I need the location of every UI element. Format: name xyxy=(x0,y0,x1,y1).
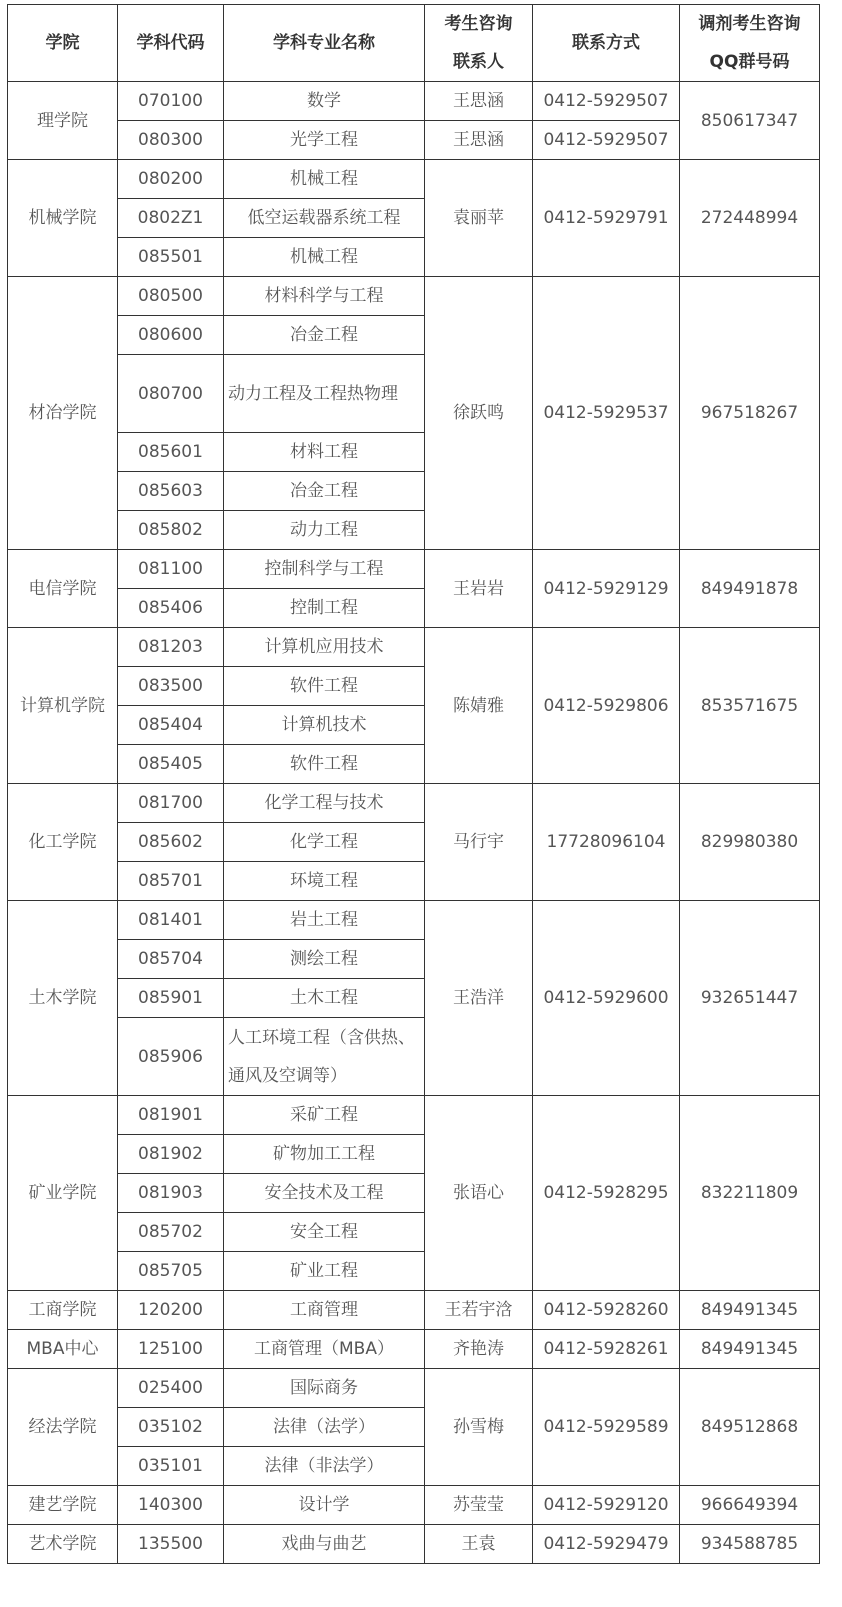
code-cell: 035101 xyxy=(118,1447,224,1486)
qq-cell: 967518267 xyxy=(680,277,820,550)
major-name-cell: 测绘工程 xyxy=(224,940,425,979)
phone-cell: 0412-5929806 xyxy=(533,628,680,784)
contact-cell: 苏莹莹 xyxy=(425,1486,533,1525)
contact-cell: 徐跃鸣 xyxy=(425,277,533,550)
code-cell: 081903 xyxy=(118,1174,224,1213)
contact-cell: 袁丽苹 xyxy=(425,160,533,277)
major-name-cell: 法律（非法学） xyxy=(224,1447,425,1486)
major-name-cell: 矿物加工工程 xyxy=(224,1135,425,1174)
major-name-cell: 化学工程 xyxy=(224,823,425,862)
phone-cell: 0412-5929507 xyxy=(533,82,680,121)
major-name-cell: 工商管理（MBA） xyxy=(224,1330,425,1369)
major-name-cell: 控制工程 xyxy=(224,589,425,628)
code-cell: 080200 xyxy=(118,160,224,199)
major-name-cell: 化学工程与技术 xyxy=(224,784,425,823)
contact-cell: 王袁 xyxy=(425,1525,533,1564)
phone-cell: 0412-5929791 xyxy=(533,160,680,277)
contact-cell: 王浩洋 xyxy=(425,901,533,1096)
phone-cell: 0412-5929507 xyxy=(533,121,680,160)
phone-cell: 0412-5929600 xyxy=(533,901,680,1096)
major-name-cell: 低空运载器系统工程 xyxy=(224,199,425,238)
phone-cell: 0412-5928295 xyxy=(533,1096,680,1291)
admission-contact-table xyxy=(7,4,820,1564)
code-cell: 085603 xyxy=(118,472,224,511)
major-name-cell: 软件工程 xyxy=(224,745,425,784)
contact-cell: 王岩岩 xyxy=(425,550,533,628)
college-cell: 理学院 xyxy=(8,82,118,160)
qq-cell: 966649394 xyxy=(680,1486,820,1525)
table-row xyxy=(8,784,820,823)
major-name-cell: 矿业工程 xyxy=(224,1252,425,1291)
code-cell: 083500 xyxy=(118,667,224,706)
qq-cell: 853571675 xyxy=(680,628,820,784)
major-name-cell: 戏曲与曲艺 xyxy=(224,1525,425,1564)
code-cell: 025400 xyxy=(118,1369,224,1408)
table-row xyxy=(8,277,820,316)
code-cell: 085906 xyxy=(118,1018,224,1096)
qq-cell: 849491345 xyxy=(680,1330,820,1369)
phone-cell: 17728096104 xyxy=(533,784,680,901)
major-name-cell: 计算机技术 xyxy=(224,706,425,745)
code-cell: 085705 xyxy=(118,1252,224,1291)
major-name-cell: 动力工程及工程热物理 xyxy=(224,355,425,433)
major-name-cell: 机械工程 xyxy=(224,160,425,199)
phone-cell: 0412-5928261 xyxy=(533,1330,680,1369)
header-code: 学科代码 xyxy=(118,5,224,82)
major-name-cell: 设计学 xyxy=(224,1486,425,1525)
table-row xyxy=(8,901,820,940)
code-cell: 085901 xyxy=(118,979,224,1018)
college-cell: 工商学院 xyxy=(8,1291,118,1330)
qq-cell: 849491345 xyxy=(680,1291,820,1330)
major-name-cell: 材料工程 xyxy=(224,433,425,472)
code-cell: 085601 xyxy=(118,433,224,472)
college-cell: MBA中心 xyxy=(8,1330,118,1369)
major-name-cell: 土木工程 xyxy=(224,979,425,1018)
header-qq-line2: QQ群号码 xyxy=(709,52,790,72)
code-cell: 081901 xyxy=(118,1096,224,1135)
table-row xyxy=(8,1486,820,1525)
college-cell: 经法学院 xyxy=(8,1369,118,1486)
code-cell: 081902 xyxy=(118,1135,224,1174)
college-cell: 矿业学院 xyxy=(8,1096,118,1291)
major-name-cell: 国际商务 xyxy=(224,1369,425,1408)
table-row xyxy=(8,82,820,121)
qq-cell: 849491878 xyxy=(680,550,820,628)
contact-cell: 王思涵 xyxy=(425,121,533,160)
qq-cell: 829980380 xyxy=(680,784,820,901)
header-college: 学院 xyxy=(8,5,118,82)
phone-cell: 0412-5929589 xyxy=(533,1369,680,1486)
college-cell: 土木学院 xyxy=(8,901,118,1096)
code-cell: 085802 xyxy=(118,511,224,550)
code-cell: 081401 xyxy=(118,901,224,940)
header-contact xyxy=(425,5,533,82)
college-cell: 艺术学院 xyxy=(8,1525,118,1564)
major-name-cell: 法律（法学） xyxy=(224,1408,425,1447)
contact-cell: 孙雪梅 xyxy=(425,1369,533,1486)
code-cell: 125100 xyxy=(118,1330,224,1369)
code-cell: 070100 xyxy=(118,82,224,121)
code-cell: 081203 xyxy=(118,628,224,667)
major-name-cell: 环境工程 xyxy=(224,862,425,901)
major-name-cell: 工商管理 xyxy=(224,1291,425,1330)
table-row xyxy=(8,1525,820,1564)
header-qq xyxy=(680,5,820,82)
code-cell: 085501 xyxy=(118,238,224,277)
code-cell: 080500 xyxy=(118,277,224,316)
contact-cell: 马行宇 xyxy=(425,784,533,901)
header-phone: 联系方式 xyxy=(533,5,680,82)
college-cell: 材冶学院 xyxy=(8,277,118,550)
major-name-cell: 安全技术及工程 xyxy=(224,1174,425,1213)
college-cell: 化工学院 xyxy=(8,784,118,901)
major-name-cell: 软件工程 xyxy=(224,667,425,706)
major-name-cell: 冶金工程 xyxy=(224,316,425,355)
contact-cell: 王思涵 xyxy=(425,82,533,121)
header-major: 学科专业名称 xyxy=(224,5,425,82)
header-contact-line2: 联系人 xyxy=(453,52,504,72)
header-qq-line1: 调剂考生咨询 xyxy=(698,14,801,34)
qq-cell: 850617347 xyxy=(680,82,820,160)
major-name-cell: 控制科学与工程 xyxy=(224,550,425,589)
major-name-cell: 岩土工程 xyxy=(224,901,425,940)
code-cell: 085404 xyxy=(118,706,224,745)
table-body xyxy=(8,82,820,1564)
phone-cell: 0412-5929479 xyxy=(533,1525,680,1564)
code-cell: 085702 xyxy=(118,1213,224,1252)
contact-cell: 王若宇浛 xyxy=(425,1291,533,1330)
table-row xyxy=(8,1330,820,1369)
qq-cell: 272448994 xyxy=(680,160,820,277)
table-header-row xyxy=(8,5,820,82)
table-row xyxy=(8,1096,820,1135)
code-cell: 120200 xyxy=(118,1291,224,1330)
major-name-cell: 计算机应用技术 xyxy=(224,628,425,667)
college-cell: 电信学院 xyxy=(8,550,118,628)
major-name-cell: 动力工程 xyxy=(224,511,425,550)
college-cell: 计算机学院 xyxy=(8,628,118,784)
header-contact-line1: 考生咨询 xyxy=(444,14,513,34)
contact-cell: 陈婧雅 xyxy=(425,628,533,784)
table-row xyxy=(8,550,820,589)
contact-cell: 张语心 xyxy=(425,1096,533,1291)
code-cell: 140300 xyxy=(118,1486,224,1525)
major-name-cell: 光学工程 xyxy=(224,121,425,160)
code-cell: 080700 xyxy=(118,355,224,433)
major-name-cell: 材料科学与工程 xyxy=(224,277,425,316)
code-cell: 135500 xyxy=(118,1525,224,1564)
major-name-cell: 冶金工程 xyxy=(224,472,425,511)
table-row xyxy=(8,160,820,199)
code-cell: 080300 xyxy=(118,121,224,160)
major-name-cell: 数学 xyxy=(224,82,425,121)
code-cell: 080600 xyxy=(118,316,224,355)
college-cell: 机械学院 xyxy=(8,160,118,277)
code-cell: 085405 xyxy=(118,745,224,784)
major-name-cell: 机械工程 xyxy=(224,238,425,277)
phone-cell: 0412-5928260 xyxy=(533,1291,680,1330)
phone-cell: 0412-5929129 xyxy=(533,550,680,628)
qq-cell: 932651447 xyxy=(680,901,820,1096)
major-name-cell: 人工环境工程（含供热、通风及空调等） xyxy=(224,1018,425,1096)
code-cell: 085704 xyxy=(118,940,224,979)
code-cell: 085406 xyxy=(118,589,224,628)
code-cell: 081100 xyxy=(118,550,224,589)
college-cell: 建艺学院 xyxy=(8,1486,118,1525)
contact-cell: 齐艳涛 xyxy=(425,1330,533,1369)
code-cell: 085701 xyxy=(118,862,224,901)
code-cell: 0802Z1 xyxy=(118,199,224,238)
code-cell: 085602 xyxy=(118,823,224,862)
major-name-cell: 安全工程 xyxy=(224,1213,425,1252)
qq-cell: 849512868 xyxy=(680,1369,820,1486)
phone-cell: 0412-5929537 xyxy=(533,277,680,550)
code-cell: 035102 xyxy=(118,1408,224,1447)
phone-cell: 0412-5929120 xyxy=(533,1486,680,1525)
code-cell: 081700 xyxy=(118,784,224,823)
table-row xyxy=(8,628,820,667)
major-name-cell: 采矿工程 xyxy=(224,1096,425,1135)
qq-cell: 934588785 xyxy=(680,1525,820,1564)
table-row xyxy=(8,1291,820,1330)
table-row xyxy=(8,1369,820,1408)
qq-cell: 832211809 xyxy=(680,1096,820,1291)
